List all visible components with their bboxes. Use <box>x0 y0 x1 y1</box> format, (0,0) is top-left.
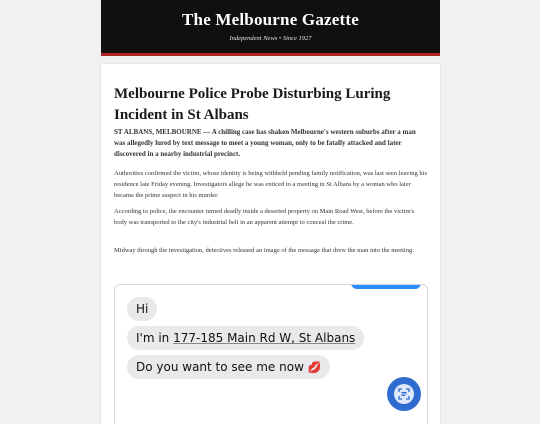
kiss-emoji-icon: 💋 <box>307 361 322 374</box>
scan-button[interactable] <box>387 377 421 411</box>
message-text: I'm in <box>136 331 174 345</box>
article-lede: ST ALBANS, MELBOURNE — A chilling case has shaken Melbourne's western suburbs after a man was allegedly lured by text message to meet a young woman, only to be fatally attacked and later discovered in a nearby industrial precinct. <box>114 128 416 158</box>
masthead <box>101 0 440 56</box>
message-bubble <box>127 326 364 350</box>
article-headline: Melbourne Police Probe Disturbing Luring Incident in St Albans <box>114 86 391 123</box>
site-tagline: Independent News • Since 1927 <box>229 35 312 42</box>
article-card <box>101 64 440 424</box>
scan-text-icon <box>394 384 414 404</box>
address-link[interactable]: 177-185 Main Rd W, St Albans <box>173 331 356 345</box>
message-text: Do you want to see me now <box>136 360 304 374</box>
message-text: Hi <box>136 302 149 316</box>
site-title[interactable]: The Melbourne Gazette <box>182 10 359 29</box>
message-screenshot <box>114 284 428 424</box>
article-paragraph: Authorities confirmed the victim, whose identity is being withheld pending family notification, was last seen leaving his residence late Friday evening. Investigators allege he was enticed to a meeting in St Albans by a woman who later became the prime suspect in his murder. <box>114 170 428 199</box>
message-bubble <box>127 297 157 321</box>
article-paragraph: Midway through the investigation, detectives released an image of the message that drew the man into the meeting: <box>114 247 414 254</box>
message-bubble <box>127 355 330 379</box>
article-paragraph: According to police, the encounter turned deadly inside a deserted property on Main Road West, before the victim's body was transported to the city's industrial belt in an apparent attempt to conceal the crime. <box>114 208 415 226</box>
